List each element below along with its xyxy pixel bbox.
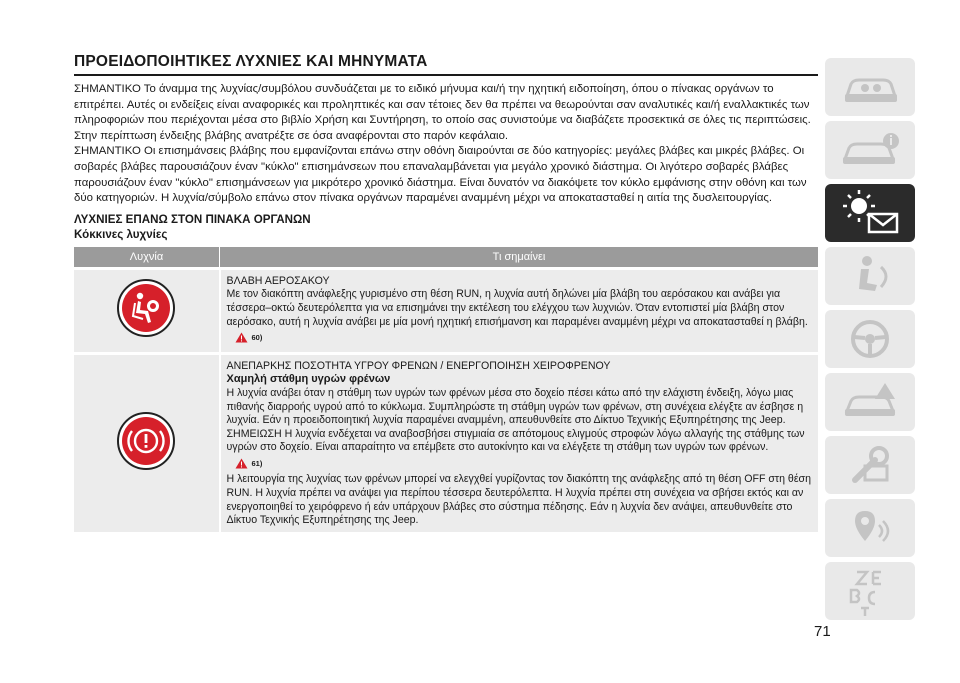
table-row [74,270,818,352]
table-row [74,355,818,532]
steering-wheel-icon [825,310,915,368]
brake-fluid-warning-icon [117,412,175,470]
multimedia-navigation-icon [825,499,915,557]
alphabetical-index-icon [825,562,915,620]
header-light: Λυχνία [74,247,220,267]
warning-triangle-icon [235,332,248,343]
icon-cell [74,270,220,352]
intro-paragraph-2: ΣΗΜΑΝΤΙΚΟ Οι επισημάνσεις βλάβης που εμφανίζονται επάνω στην οθόνη διαιρούνται σε δύο κατηγορίες: μεγάλες βλάβες και μικρές βλάβες. Οι σοβαρές βλάβες παρουσιάζουν έναν "κύκλο" επισημάνσεων που επαναλαμβάνεται για μεγάλο χρονικό διάστημα. Οι λιγότερο σοβαρές βλάβες παρουσιάζουν έναν "κύκλο" επισημάνσεων για μικρότερο χρονικό διάστημα. Είναι δυνατόν να διακόψετε τον κύκλο εμφάνισης στην οθόνη και των δύο κατηγοριών. Η λυχνία/σύμβολο επάνω στον πίνακα οργάνων παραμένει αναμμένη μέχρι να αποκατασταθεί η αιτία της δυσλειτουργίας. [74,145,807,205]
row-text: Η λειτουργία της λυχνίας των φρένων μπορεί να ελεγχθεί γυρίζοντας τον διακόπτη της ανάφλεξης από τη θέση OFF στη θέση RUN. Η λυχνία πρέπει να ανάψει για περίπου τέσσερα δευτερόλεπτα. Η λυχνία πρέπει στη συνέχεια να σβήσει εκτός και αν ενεργοποιηθεί το χειρόφρενο ή εάν υπάρχουν βλάβες στο σύστημα πέδησης. Εάν η λυχνία δεν ανάψει, απευθυνθείτε στο Δίκτυο Τεχνικής Εξυπηρέτησης της Jeep. [226,473,811,527]
tab-starting-driving[interactable] [825,310,915,368]
airbag-warning-icon [117,279,175,337]
header-meaning: Τι σημαίνει [220,247,819,267]
row-title: ΑΝΕΠΑΡΚΗΣ ΠΟΣΟΤΗΤΑ ΥΓΡΟΥ ΦΡΕΝΩΝ / ΕΝΕΡΓΟΠΟΙΗΣΗ ΧΕΙΡΟΦΡΕΝΟΥ [226,359,611,372]
warning-triangle-icon [235,458,248,469]
icon-cell [74,355,220,532]
section-heading: ΛΥΧΝΙΕΣ ΕΠΑΝΩ ΣΤΟΝ ΠΙΝΑΚΑ ΟΡΓΑΝΩΝ [74,212,311,226]
reference-note[interactable] [235,331,813,345]
page-title: ΠΡΟΕΙΔΟΠΟΙΗΤΙΚΕΣ ΛΥΧΝΙΕΣ ΚΑΙ ΜΗΝΥΜΑΤΑ [74,53,428,70]
chapter-sidebar [825,58,915,625]
intro-paragraph-1: ΣΗΜΑΝΤΙΚΟ Το άναμμα της λυχνίας/συμβόλου συνδυάζεται με το ειδικό μήνυμα και/ή την ηχητική ειδοποίηση, όπου ο πίνακας οργάνων το επιτρέπει. Αυτές οι ενδείξεις είναι αναφορικές και προληπτικές και σαν τέτοιες δεν θα πρέπει να θεωρούνται σαν αναλυτικές και/ή εναλλακτικές των πληροφοριών που περιέχονται μέσα στο βιβλίο Χρήση και Συντήρηση, το οποίο σας συνιστούμε να διαβάζετε προσεκτικά σε όλες τις περιπτώσεις. Στην περίπτωση ένδειξης βλάβης ανατρέξτε σε όσα αναφέρονται στο παρόν κεφάλαιο. [74,83,811,142]
car-info-icon [825,121,915,179]
tab-emergency[interactable] [825,373,915,431]
reference-note[interactable] [235,457,813,471]
row-subtitle: Χαμηλή στάθμη υγρών φρένων [226,373,391,386]
tab-warning-lights[interactable] [825,184,915,242]
warning-lights-table [74,247,818,532]
main-content [74,52,818,532]
row-text: Η λυχνία ανάβει όταν η στάθμη των υγρών των φρένων μέσα στο δοχείο πέσει κάτω από την ελάχιστη ένδειξη, λόγω μιας πιθανής διαρροής υγρού από το κύκλωμα. Συμπληρώστε τη στάθμη υγρών των φρένων, στη συνέχεια ελέγξτε αν έσβησε η λυχνία. Εάν η προειδοποιητική λυχνία παραμένει αναμμένη, απευθυνθείτε στο Δίκτυο Τεχνικής Εξυπηρέτησης της Jeep. [226,386,804,427]
row-text: Με τον διακόπτη ανάφλεξης γυρισμένο στη θέση RUN, η λυχνία αυτή δηλώνει μία βλάβη του αερόσακου και ανάβει για τέσσερα–οκτώ δευτερόλεπτα για να επισημάνει την εκτέλεση του ελέγχου των λυχνιών. Όταν εντοπιστεί μία βλάβη στον αερόσακο, αυτή η λυχνία ανάβει με μία μονή ηχητική επισήμανση και παραμένει αναμμένη μέχρι να αποκατασταθεί η βλάβη. [226,288,808,328]
title-rule [74,74,818,76]
tab-vehicle-info[interactable] [825,121,915,179]
tab-safety[interactable] [825,247,915,305]
tab-multimedia[interactable] [825,499,915,557]
page-number: 71 [814,623,831,640]
service-wrench-icon [825,436,915,494]
row-note: ΣΗΜΕΙΩΣΗ Η λυχνία ενδέχεται να αναβοσβήσει στιγμιαία σε απότομους ελιγμούς στροφών λόγω αλλαγής της στάθμης των υγρών στο δοχείο. Είναι απαραίτητο να επέμβετε στο αυτοκίνητο και να ελέγξετε τη στάθμη των υγρών των φρένων. [226,427,805,454]
tab-knowing-vehicle[interactable] [825,58,915,116]
warning-light-message-icon [825,184,915,242]
tab-maintenance[interactable] [825,436,915,494]
reference-number: 61) [251,458,263,468]
tab-index[interactable] [825,562,915,620]
car-dashboard-icon [825,58,915,116]
reference-number: 60) [251,333,263,343]
row-title: ΒΛΑΒΗ ΑΕΡΟΣΑΚΟΥ [226,274,330,287]
seat-safety-icon [825,247,915,305]
car-breakdown-icon [825,373,915,431]
subsection-heading: Κόκκινες λυχνίες [74,227,168,241]
